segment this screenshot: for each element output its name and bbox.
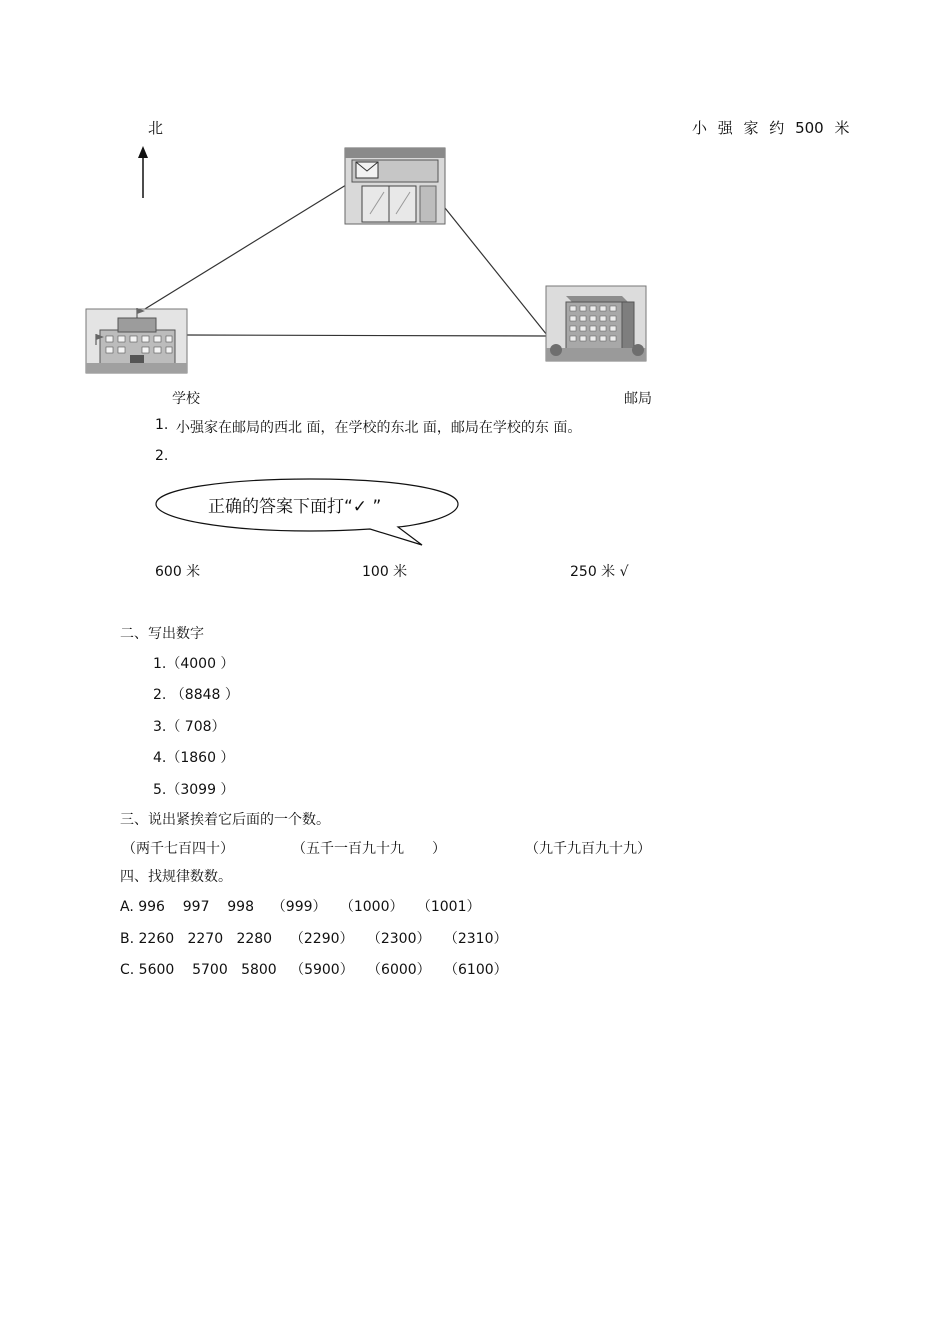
section-4-row-b: B. 2260 2270 2280 （2290） （2300） （2310） (120, 931, 508, 947)
north-label: 北 (148, 119, 164, 137)
question-1-number: 1. (155, 417, 169, 433)
office-building-icon (546, 286, 646, 361)
section-3-item-1: （两千七百四十） (122, 841, 234, 857)
section-2-item-5: 5.（3099 ） (153, 782, 235, 798)
section-3-title: 三、说出紧挨着它后面的一个数。 (120, 812, 330, 828)
section-4-row-c: C. 5600 5700 5800 （5900） （6000） （6100） (120, 962, 508, 978)
question-2-number: 2. (155, 448, 169, 464)
section-2-item-1: 1.（4000 ） (153, 656, 235, 672)
school-building-icon (86, 308, 187, 373)
section-2-item-3: 3.（ 708） (153, 719, 226, 735)
speech-bubble-text: 正确的答案下面打“✓ ” (208, 497, 382, 517)
section-2-item-2: 2. （8848 ） (153, 687, 239, 703)
option-250m-correct: 250 米 √ (570, 564, 629, 580)
post-building-icon (345, 148, 445, 224)
option-100m: 100 米 (362, 564, 408, 580)
map-figure (0, 0, 950, 400)
post-office-label: 邮局 (624, 391, 652, 407)
section-4-row-a: A. 996 997 998 （999） （1000） （1001） (120, 899, 481, 915)
line-school-to-post-office (187, 335, 547, 336)
north-arrow-icon (138, 146, 148, 198)
section-4-title: 四、找规律数数。 (120, 869, 232, 885)
option-600m: 600 米 (155, 564, 201, 580)
section-2-title: 二、写出数字 (120, 626, 204, 642)
line-school-to-home (140, 185, 346, 312)
school-label: 学校 (172, 391, 200, 407)
question-1-text: 小强家在邮局的西北 面，在学校的东北 面，邮局在学校的东 面。 (176, 420, 582, 436)
home-distance-note: 小 强 家 约 500 米 (692, 119, 850, 137)
section-2-item-4: 4.（1860 ） (153, 750, 235, 766)
line-home-to-post-office (445, 208, 547, 335)
section-3-item-2: （五千一百九十九 ） (292, 841, 446, 857)
section-3-item-3: （九千九百九十九） (525, 841, 651, 857)
